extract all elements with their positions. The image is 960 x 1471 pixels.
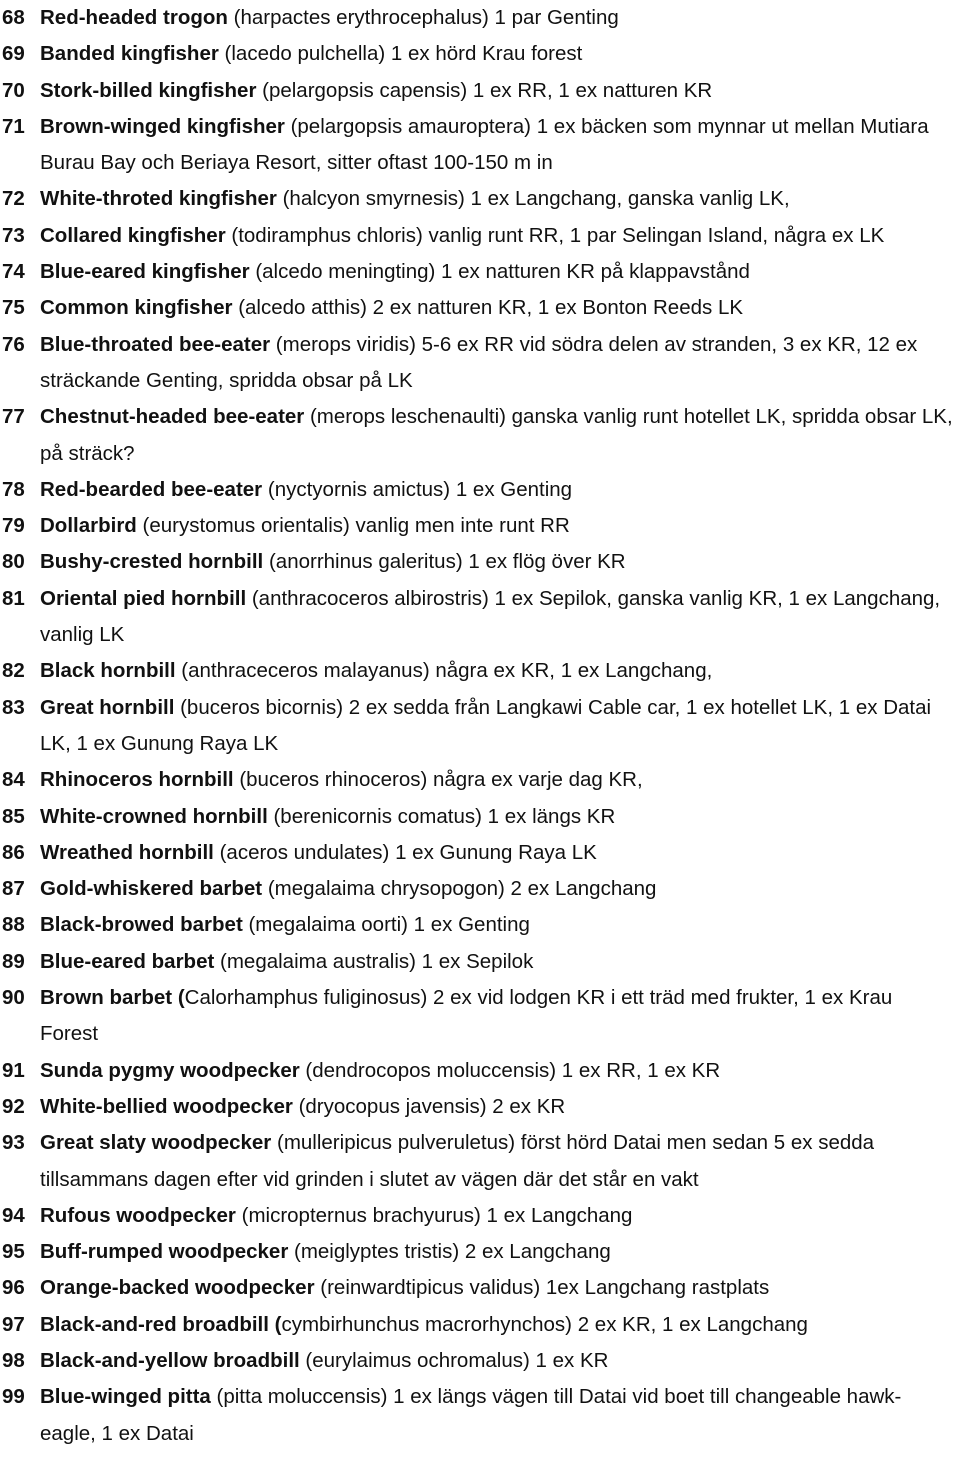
- entry-number: 97: [2, 1312, 25, 1336]
- entry-text: [40, 1270, 960, 1306]
- entry-number: 71: [2, 114, 25, 138]
- entry-text: [40, 218, 960, 254]
- species-name: White-throted kingfisher: [40, 187, 277, 211]
- species-name: Blue-winged pitta: [40, 1385, 211, 1409]
- list-item: [0, 944, 960, 980]
- entry-number: 78: [2, 477, 25, 501]
- entry-text: [40, 1053, 960, 1089]
- species-name: Blue-eared barbet: [40, 949, 215, 973]
- species-name: Collared kingfisher: [40, 223, 226, 247]
- species-details: (harpactes erythrocephalus) 1 par Genting: [227, 6, 619, 29]
- entry-text: [40, 399, 960, 472]
- species-name: Rufous woodpecker: [40, 1203, 236, 1227]
- species-details: (todiramphus chloris) vanlig runt RR, 1 par Selingan Island, några ex LK: [225, 223, 885, 247]
- entry-number: 91: [2, 1058, 25, 1082]
- species-details: (reinwardtipicus validus) 1ex Langchang rastplats: [314, 1276, 770, 1300]
- species-details: (lacedo pulchella) 1 ex hörd Krau forest: [218, 42, 583, 66]
- species-name: Black-browed barbet: [40, 913, 243, 937]
- entry-number: 81: [2, 586, 25, 610]
- entry-text: [40, 327, 960, 400]
- species-name: White-crowned hornbill: [40, 804, 268, 828]
- entry-text: [40, 73, 960, 109]
- entry-text: [40, 1089, 960, 1125]
- species-name: Chestnut-headed bee-eater: [40, 405, 305, 429]
- list-item: [0, 1234, 960, 1270]
- entry-number: 88: [2, 913, 25, 937]
- species-name: Blue-throated bee-eater: [40, 332, 271, 356]
- list-item: [0, 254, 960, 290]
- entry-text: [40, 653, 960, 689]
- list-item: [0, 290, 960, 326]
- list-item: [0, 653, 960, 689]
- species-details: (berenicornis comatus) 1 ex längs KR: [267, 804, 616, 828]
- list-item: [0, 762, 960, 798]
- species-name: Black hornbill: [40, 659, 176, 683]
- entry-number: 93: [2, 1131, 25, 1155]
- entry-number: 68: [2, 6, 25, 29]
- entry-text: [40, 907, 960, 943]
- list-item: [0, 73, 960, 109]
- species-details: (pitta moluccensis) 1 ex längs vägen till Datai vid boet till changeable hawk-eagle, 1 ex Datai: [40, 1385, 902, 1445]
- list-item: [0, 835, 960, 871]
- species-name: Red-bearded bee-eater: [40, 477, 263, 501]
- species-details: (meiglyptes tristis) 2 ex Langchang: [288, 1240, 611, 1264]
- list-item: [0, 799, 960, 835]
- list-item: [0, 327, 960, 400]
- entry-text: [40, 181, 960, 217]
- entry-text: [40, 0, 960, 36]
- list-item: [0, 1053, 960, 1089]
- entry-number: 76: [2, 332, 25, 356]
- species-details: (buceros bicornis) 2 ex sedda från Langkawi Cable car, 1 ex hotellet LK, 1 ex Datai LK, 1 ex Gunung Raya LK: [40, 695, 932, 755]
- species-details: (buceros rhinoceros) några ex varje dag KR,: [233, 768, 643, 792]
- list-item: [0, 399, 960, 472]
- list-item: [0, 218, 960, 254]
- entry-number: 89: [2, 949, 25, 973]
- entry-number: 80: [2, 550, 25, 574]
- species-details: Calorhamphus fuliginosus) 2 ex vid lodgen KR i ett träd med frukter, 1 ex Krau Forest: [40, 986, 893, 1046]
- species-details: cymbirhunchus macrorhynchos) 2 ex KR, 1 ex Langchang: [281, 1312, 808, 1336]
- species-name: Oriental pied hornbill: [40, 586, 247, 610]
- species-details: (eurylaimus ochromalus) 1 ex KR: [299, 1348, 609, 1372]
- entry-text: [40, 762, 960, 798]
- species-name: Buff-rumped woodpecker: [40, 1240, 289, 1264]
- entry-text: [40, 1198, 960, 1234]
- species-name: Gold-whiskered barbet: [40, 877, 263, 901]
- species-name: Red-headed trogon: [40, 6, 228, 29]
- entry-number: 70: [2, 78, 25, 102]
- species-details: (megalaima australis) 1 ex Sepilok: [214, 949, 534, 973]
- entry-text: [40, 799, 960, 835]
- species-details: (megalaima chrysopogon) 2 ex Langchang: [262, 877, 657, 901]
- species-name: Orange-backed woodpecker: [40, 1276, 315, 1300]
- species-name: Brown-winged kingfisher: [40, 114, 285, 138]
- entry-number: 92: [2, 1094, 25, 1118]
- list-item: [0, 871, 960, 907]
- species-details: (micropternus brachyurus) 1 ex Langchang: [235, 1203, 633, 1227]
- entry-number: 84: [2, 768, 25, 792]
- list-item: [0, 980, 960, 1053]
- species-details: (anorrhinus galeritus) 1 ex flög över KR: [263, 550, 626, 574]
- species-details: (mulleripicus pulveruletus) först hörd Datai men sedan 5 ex sedda tillsammans dagen efter vid grinden i slutet av vägen där det står en vakt: [40, 1131, 875, 1191]
- list-item: [0, 581, 960, 654]
- species-details: (dendrocopos moluccensis) 1 ex RR, 1 ex KR: [299, 1058, 721, 1082]
- list-item: [0, 544, 960, 580]
- species-details: (halcyon smyrnesis) 1 ex Langchang, ganska vanlig LK,: [276, 187, 790, 211]
- species-details: (nyctyornis amictus) 1 ex Genting: [262, 477, 573, 501]
- species-details: (alcedo meningting) 1 ex natturen KR på klappavstånd: [249, 260, 750, 284]
- entry-number: 95: [2, 1240, 25, 1264]
- entry-text: [40, 980, 960, 1053]
- species-details: (anthracoceros albirostris) 1 ex Sepilok, ganska vanlig KR, 1 ex Langchang, vanlig LK: [40, 586, 941, 647]
- species-name: Common kingfisher: [40, 296, 233, 320]
- species-name: Wreathed hornbill: [40, 840, 214, 864]
- entry-text: [40, 544, 960, 580]
- species-details: (aceros undulates) 1 ex Gunung Raya LK: [213, 840, 597, 864]
- entry-text: [40, 508, 960, 544]
- entry-text: [40, 290, 960, 326]
- list-item: [0, 690, 960, 763]
- entry-text: [40, 109, 960, 182]
- entry-number: 72: [2, 187, 25, 211]
- entry-number: 87: [2, 877, 25, 901]
- list-item: [0, 472, 960, 508]
- species-details: (pelargopsis amauroptera) 1 ex bäcken som mynnar ut mellan Mutiara Burau Bay och Beriaya Resort, sitter oftast 100-150 m in: [40, 114, 929, 175]
- species-details: (dryocopus javensis) 2 ex KR: [292, 1094, 566, 1118]
- species-name: Brown barbet (: [40, 986, 185, 1010]
- entry-number: 82: [2, 659, 25, 683]
- species-name: Stork-billed kingfisher: [40, 78, 257, 102]
- entry-text: [40, 472, 960, 508]
- species-details: (anthraceceros malayanus) några ex KR, 1 ex Langchang,: [175, 659, 713, 683]
- list-item: [0, 36, 960, 72]
- entry-text: [40, 1379, 960, 1452]
- entry-number: 85: [2, 804, 25, 828]
- entry-number: 99: [2, 1385, 25, 1409]
- species-name: Black-and-yellow broadbill: [40, 1348, 300, 1372]
- entry-number: 96: [2, 1276, 25, 1300]
- list-item: [0, 1089, 960, 1125]
- entry-text: [40, 871, 960, 907]
- entry-text: [40, 36, 960, 72]
- list-item: [0, 1198, 960, 1234]
- entry-text: [40, 1234, 960, 1270]
- list-item: [0, 508, 960, 544]
- entry-text: [40, 1307, 960, 1343]
- entry-number: 98: [2, 1348, 25, 1372]
- list-item: [0, 1343, 960, 1379]
- list-item: [0, 907, 960, 943]
- species-name: Banded kingfisher: [40, 42, 219, 66]
- species-name: Rhinoceros hornbill: [40, 768, 234, 792]
- entry-number: 83: [2, 695, 25, 719]
- list-item: [0, 0, 960, 36]
- species-name: Great slaty woodpecker: [40, 1131, 272, 1155]
- entry-text: [40, 1125, 960, 1198]
- list-item: [0, 181, 960, 217]
- entry-text: [40, 581, 960, 654]
- species-details: (eurystomus orientalis) vanlig men inte runt RR: [136, 514, 570, 538]
- entry-number: 90: [2, 986, 25, 1010]
- species-name: Blue-eared kingfisher: [40, 260, 250, 284]
- entry-number: 79: [2, 514, 25, 538]
- entry-text: [40, 254, 960, 290]
- entry-number: 77: [2, 405, 25, 429]
- entry-text: [40, 944, 960, 980]
- species-name: White-bellied woodpecker: [40, 1094, 293, 1118]
- species-details: (merops viridis) 5-6 ex RR vid södra delen av stranden, 3 ex KR, 12 ex sträckande Genting, spridda obsar på LK: [40, 332, 918, 392]
- list-item: [0, 1125, 960, 1198]
- entry-number: 75: [2, 296, 25, 320]
- list-item: [0, 1307, 960, 1343]
- species-details: (megalaima oorti) 1 ex Genting: [242, 913, 530, 937]
- list-item: [0, 1270, 960, 1306]
- species-details: (alcedo atthis) 2 ex natturen KR, 1 ex Bonton Reeds LK: [232, 296, 744, 320]
- species-name: Bushy-crested hornbill: [40, 550, 264, 574]
- species-details: (merops leschenaulti) ganska vanlig runt hotellet LK, spridda obsar LK, på sträck?: [40, 405, 953, 465]
- entry-number: 73: [2, 223, 25, 247]
- list-item: [0, 109, 960, 182]
- entry-number: 69: [2, 42, 25, 66]
- entry-number: 86: [2, 840, 25, 864]
- species-details: (pelargopsis capensis) 1 ex RR, 1 ex natturen KR: [256, 78, 713, 102]
- entry-number: 74: [2, 260, 25, 284]
- species-name: Black-and-red broadbill (: [40, 1312, 282, 1336]
- entry-text: [40, 835, 960, 871]
- entry-number: 94: [2, 1203, 25, 1227]
- list-item: [0, 1379, 960, 1452]
- species-name: Dollarbird: [40, 514, 137, 538]
- entry-text: [40, 690, 960, 763]
- species-name: Great hornbill: [40, 695, 175, 719]
- entry-text: [40, 1343, 960, 1379]
- species-name: Sunda pygmy woodpecker: [40, 1058, 300, 1082]
